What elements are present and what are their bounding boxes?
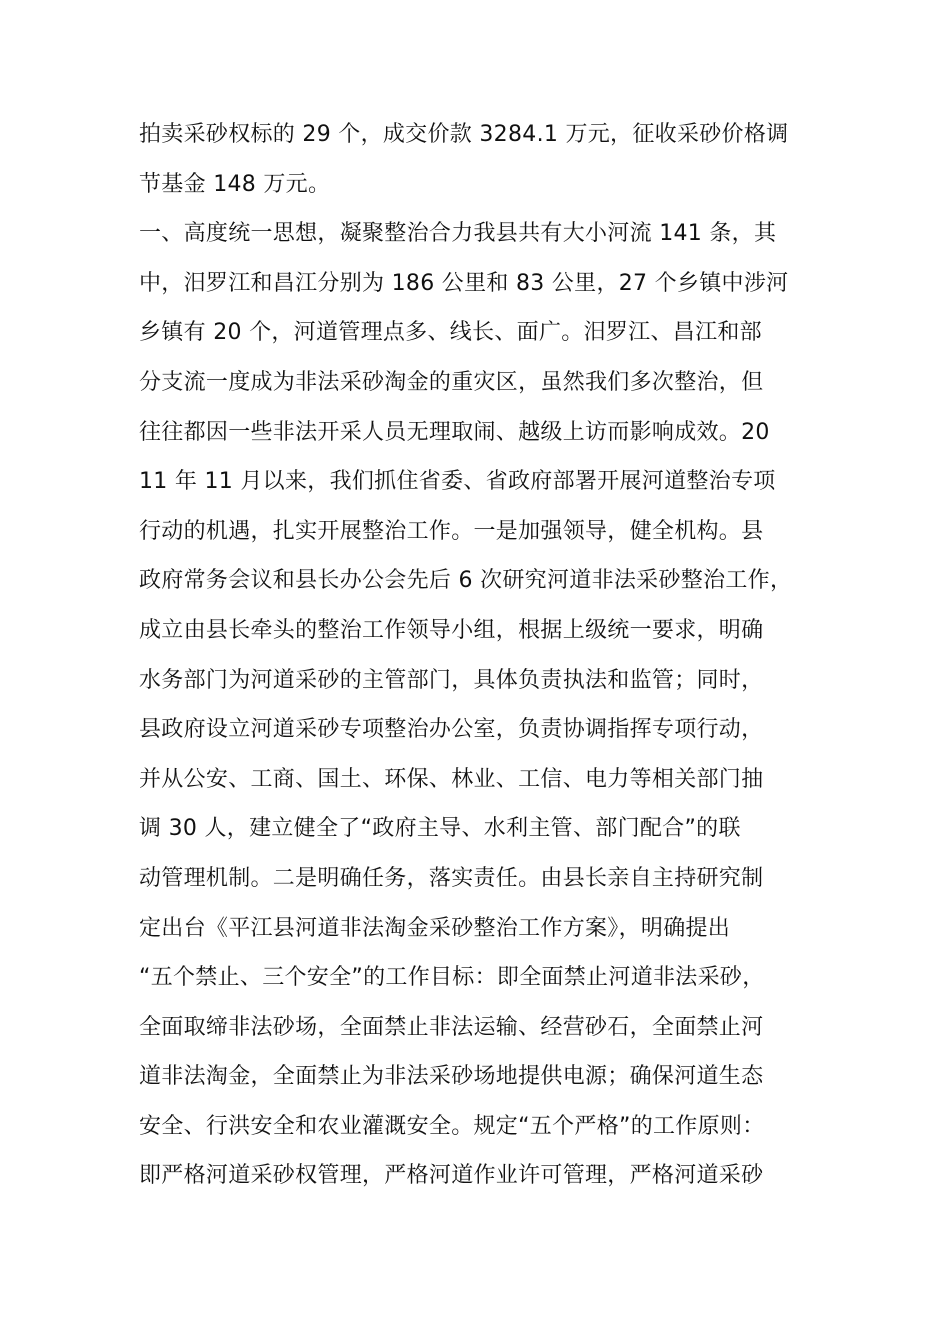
text-line: 并从公安、工商、国土、环保、林业、工信、电力等相关部门抽 [139, 766, 764, 792]
text-line: 政府常务会议和县长办公会先后 6 次研究河道非法采砂整治工作， [139, 568, 793, 594]
text-line: 乡镇有 20 个，河道管理点多、线长、面广。汨罗江、昌江和部 [139, 320, 762, 346]
text-line: 往往都因一些非法开采人员无理取闹、越级上访而影响成效。20 [139, 419, 770, 445]
text-line: 即严格河道采砂权管理，严格河道作业许可管理，严格河道采砂 [139, 1163, 764, 1189]
text-line: “五个禁止、三个安全”的工作目标：即全面禁止河道非法采砂， [139, 965, 765, 991]
text-line: 拍卖采砂权标的 29 个，成交价款 3284.1 万元，征收采砂价格调 [139, 122, 789, 147]
text-line: 调 30 人，建立健全了“政府主导、水利主管、部门配合”的联 [139, 816, 741, 842]
text-line: 一、高度统一思想，凝聚整治合力我县共有大小河流 141 条，其 [139, 221, 777, 247]
text-line: 行动的机遇，扎实开展整治工作。一是加强领导，健全机构。县 [139, 518, 764, 544]
text-line: 全面取缔非法砂场，全面禁止非法运输、经营砂石，全面禁止河 [139, 1014, 764, 1040]
body-text [139, 110, 819, 1201]
text-line: 11 年 11 月以来，我们抓住省委、省政府部署开展河道整治专项 [139, 469, 776, 495]
text-line: 道非法淘金，全面禁止为非法采砂场地提供电源；确保河道生态 [139, 1064, 764, 1090]
text-line: 定出台《平江县河道非法淘金采砂整治工作方案》，明确提出 [139, 915, 731, 941]
text-line: 县政府设立河道采砂专项整治办公室，负责协调指挥专项行动， [139, 717, 764, 743]
text-line: 水务部门为河道采砂的主管部门，具体负责执法和监管；同时， [139, 667, 764, 693]
text-line: 节基金 148 万元。 [139, 171, 331, 197]
text-line: 分支流一度成为非法采砂淘金的重灾区，虽然我们多次整治，但 [139, 369, 764, 395]
text-line: 成立由县长牵头的整治工作领导小组，根据上级统一要求，明确 [139, 617, 764, 643]
text-line: 安全、行洪安全和农业灌溉安全。规定“五个严格”的工作原则： [139, 1113, 765, 1139]
text-line: 中，汨罗江和昌江分别为 186 公里和 83 公里，27 个乡镇中涉河 [139, 270, 789, 296]
text-line: 动管理机制。二是明确任务，落实责任。由县长亲自主持研究制 [139, 865, 764, 891]
